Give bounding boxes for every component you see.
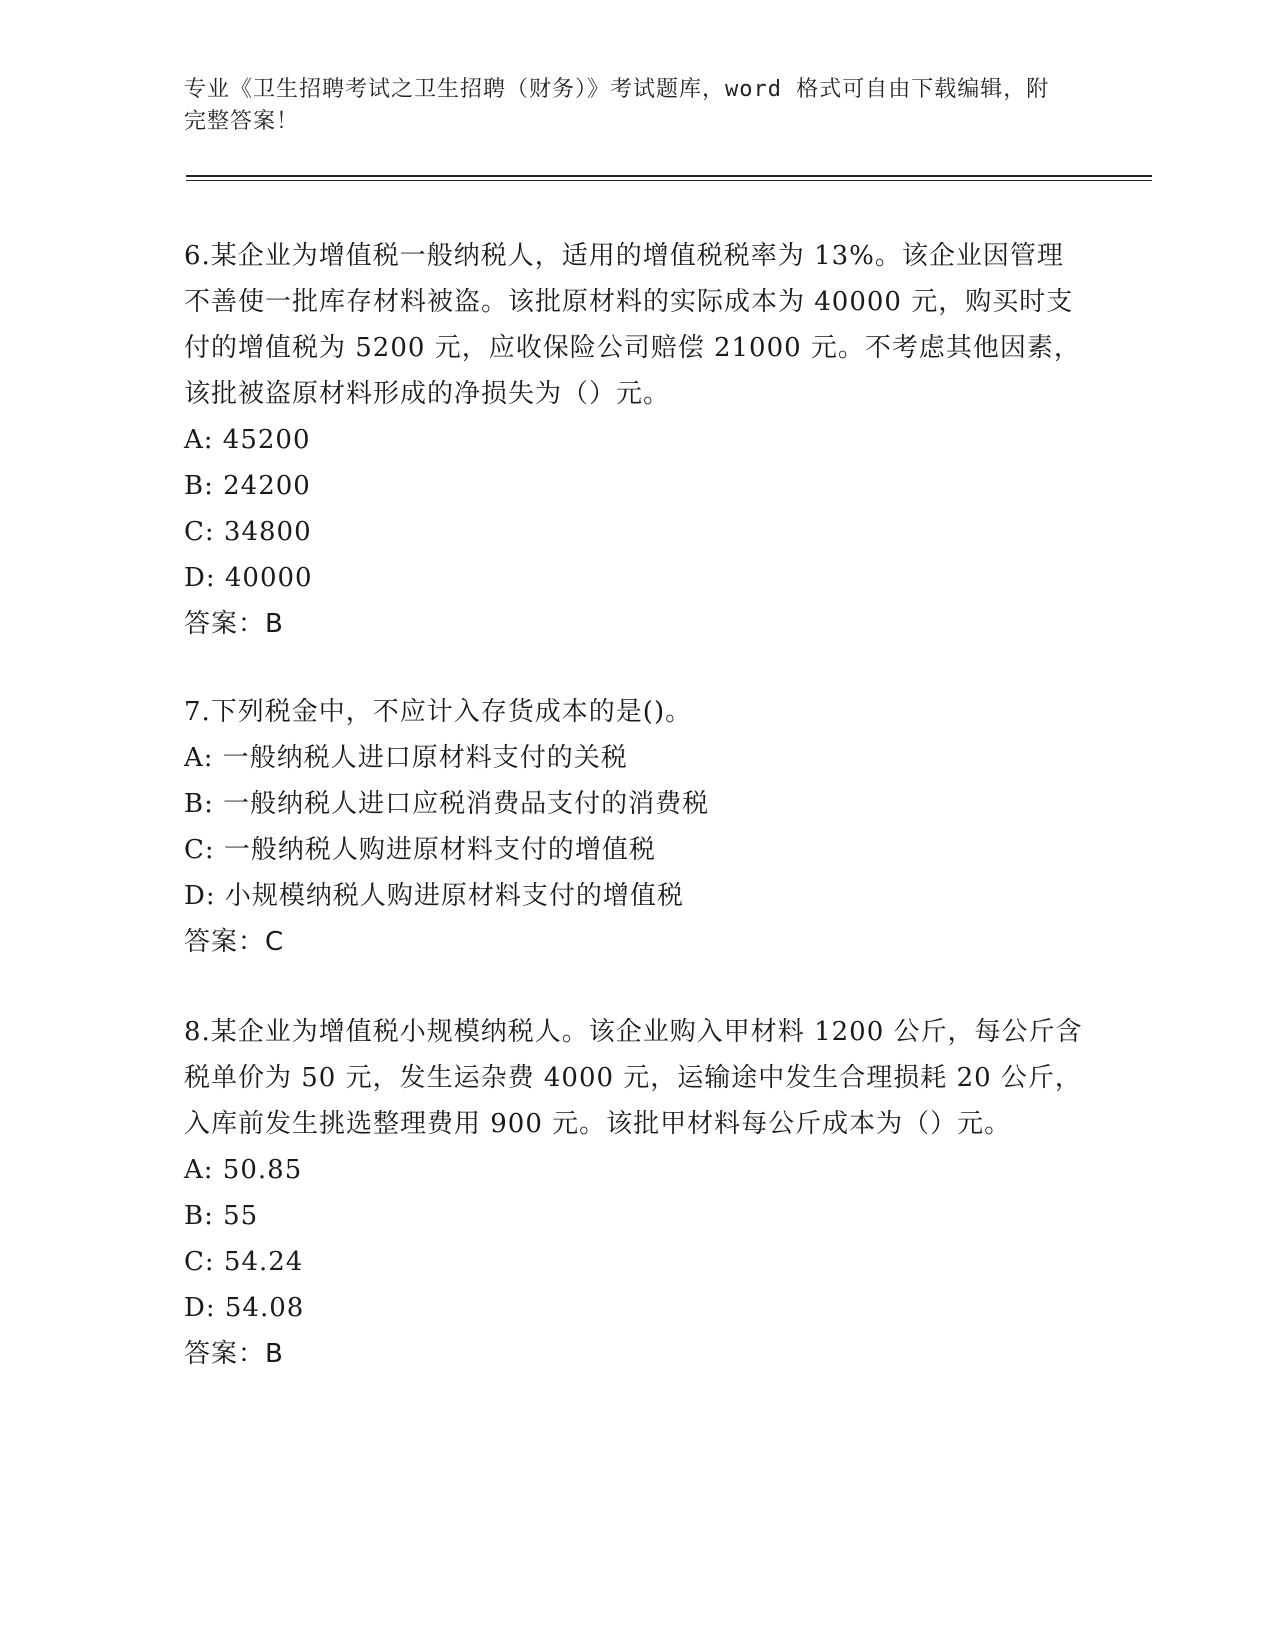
question-stem: 6.某企业为增值税一般纳税人，适用的增值税税率为 13%。该企业因管理不善使一批库存材料被盗。该批原材料的实际成本为 40000 元，购买时支付的增值税为 5200 元，应收保险公司赔偿 21000 元。不考虑其他因素，该批被盗原材料形成的净损失为（）元。 [184, 241, 1081, 409]
option-b: B: 一般纳税人进口应税消费品支付的消费税 [184, 789, 710, 819]
option-b: B: 55 [184, 1201, 259, 1231]
question-stem: 7.下列税金中，不应计入存货成本的是()。 [184, 697, 693, 727]
option-a: A: 一般纳税人进口原材料支付的关税 [184, 743, 628, 773]
question-7 [184, 689, 1084, 965]
option-a: A: 45200 [184, 425, 311, 455]
document-header: 专业《卫生招聘考试之卫生招聘（财务）》考试题库，word 格式可自由下载编辑，附完整答案！ [184, 77, 1050, 134]
question-6 [184, 233, 1084, 647]
option-a: A: 50.85 [184, 1155, 303, 1185]
answer-label: 答案：B [184, 609, 284, 639]
header-rule-bottom [186, 180, 1152, 181]
question-stem: 8.某企业为增值税小规模纳税人。该企业购入甲材料 1200 公斤，每公斤含税单价为 50 元，发生运杂费 4000 元，运输途中发生合理损耗 20 公斤，入库前发生挑选整理费用 900 元。该批甲材料每公斤成本为（）元。 [184, 1017, 1083, 1139]
option-d: D: 54.08 [184, 1293, 305, 1323]
option-c: C: 一般纳税人购进原材料支付的增值税 [184, 835, 656, 865]
option-d: D: 小规模纳税人购进原材料支付的增值税 [184, 881, 684, 911]
question-8 [184, 1009, 1084, 1377]
option-d: D: 40000 [184, 563, 313, 593]
option-b: B: 24200 [184, 471, 311, 501]
option-c: C: 54.24 [184, 1247, 304, 1277]
answer-label: 答案：C [184, 927, 285, 957]
answer-label: 答案：B [184, 1339, 284, 1369]
header-rule-top [186, 175, 1152, 177]
option-c: C: 34800 [184, 517, 312, 547]
